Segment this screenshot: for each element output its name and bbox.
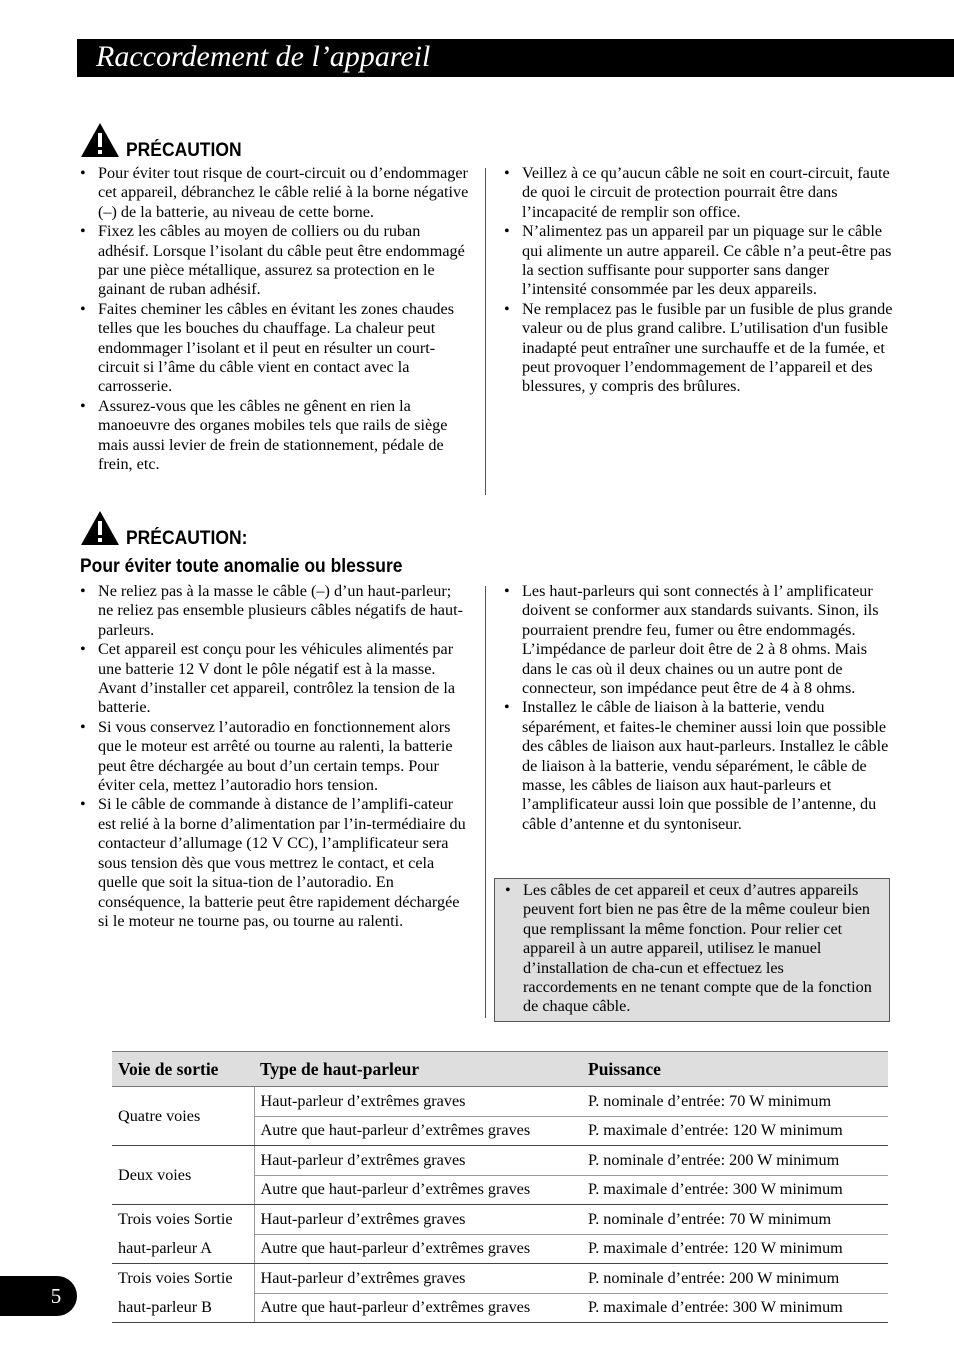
table-row [112,1293,888,1323]
list-item: • Les haut-parleurs qui sont connectés à l’ amplificateur doivent se conformer aux standards suivants. Sinon, ils pourraient prendre feu, fumer ou être endommagés. L’impédance de parleur doit être de 2 à 8 ohms. Mais dans le cas où il deux chaines ou un autre pont de connecteur, son impédance peut être de 4 à 8 ohms. [504,582,894,698]
list-item: • Ne reliez pas à la masse le câble (–) d’un haut-parleur; ne reliez pas ensemble plusieurs câbles négatifs de haut-parleurs. [80,582,470,640]
caution2-right-list [504,582,894,834]
list-item: • Pour éviter tout risque de court-circuit ou d’endommager cet appareil, débranchez le câble relié à la borne négative (–) de la batterie, au niveau de cette borne. [80,164,470,222]
list-item: • Ne remplacez pas le fusible par un fusible de plus grande valeur ou de plus grand calibre. L’utilisation d'un fusible inadapté peut entraîner une surchauffe et de la fumée, et peut provoquer l’endommagement de l’appareil et des blessures, y compris des brûlures. [504,300,894,397]
voie-cell: haut-parleur B [112,1293,254,1323]
table-row [112,1146,888,1176]
puissance-cell: P. nominale d’entrée: 200 W minimum [582,1146,888,1176]
note-text: • Les câbles de cet appareil et ceux d’autres appareils peuvent fort bien ne pas être de la même couleur bien que remplissant la même fonction. Pour relier cet appareil à un autre appareil, utilisez le manuel d’installation de cha-cun et effectuez les raccordements en ne tenant compte que de la fonction de chaque câble. [505,881,875,1017]
column-divider [485,168,486,495]
list-item: • Si le câble de commande à distance de l’amplifi-cateur est relié à la borne d’alimentation par l’in-termédiaire du contacteur d’allumage (12 V CC), l’amplificateur sera sous tension dès que vous mettrez le contact, et cela quelle que soit la situa-tion de l’autoradio. En conséquence, la batterie peut être rapidement déchargée si le moteur ne tourne pas, ou tourne au ralenti. [80,795,470,931]
warning-icon [80,510,120,546]
list-item: • Installez le câble de liaison à la batterie, vendu séparément, et faites-le cheminer aussi loin que possible des câbles de liaison aux haut-parleurs. Installez le câble de liaison à la batterie, vendu séparément, le câble de masse, les câbles de liaison aux haut-parleurs et l’amplificateur aussi loin que possible de l’antenne, du câble d’antenne et du syntoniseur. [504,698,894,834]
note-box [494,878,890,1022]
caution1-right-list [504,164,894,397]
puissance-cell: P. maximale d’entrée: 300 W minimum [582,1293,888,1323]
type-cell: Autre que haut-parleur d’extrêmes graves [254,1293,582,1323]
list-item: • Fixez les câbles au moyen de colliers ou du ruban adhésif. Lorsque l’isolant du câble peut être endommagé par une pièce métallique, assurez sa protection en le gainant de ruban adhésif. [80,222,470,300]
table-row [112,1264,888,1294]
voie-cell: haut-parleur A [112,1234,254,1264]
column-divider [485,586,486,1018]
voie-cell: Quatre voies [112,1087,254,1146]
page-title: Raccordement de l’appareil [96,40,431,73]
list-item: • Veillez à ce qu’aucun câble ne soit en court-circuit, faute de quoi le circuit de protection pourrait être dans l’incapacité de remplir son office. [504,164,894,222]
puissance-cell: P. nominale d’entrée: 200 W minimum [582,1264,888,1294]
table-row [112,1205,888,1235]
puissance-cell: P. maximale d’entrée: 120 W minimum [582,1116,888,1146]
warning-icon [80,122,120,158]
puissance-cell: P. nominale d’entrée: 70 W minimum [582,1205,888,1235]
column-header: Type de haut-parleur [254,1052,582,1087]
type-cell: Haut-parleur d’extrêmes graves [254,1205,582,1235]
type-cell: Autre que haut-parleur d’extrêmes graves [254,1234,582,1264]
puissance-cell: P. maximale d’entrée: 300 W minimum [582,1175,888,1205]
list-item: • Assurez-vous que les câbles ne gênent en rien la manoeuvre des organes mobiles tels que rails de siège mais aussi levier de frein de stationnement, pédale de frein, etc. [80,397,470,475]
puissance-cell: P. maximale d’entrée: 120 W minimum [582,1234,888,1264]
caution1-left-list [80,164,470,475]
page-number-tab [0,1276,77,1316]
caution-subheading: Pour éviter toute anomalie ou blessure [80,556,403,577]
type-cell: Haut-parleur d’extrêmes graves [254,1087,582,1117]
caution-label: PRÉCAUTION: [126,528,248,549]
type-cell: Haut-parleur d’extrêmes graves [254,1146,582,1176]
voie-cell: Trois voies Sortie [118,1269,233,1287]
page-number: 5 [50,1284,62,1308]
type-cell: Haut-parleur d’extrêmes graves [254,1264,582,1294]
column-header: Voie de sortie [112,1052,254,1087]
list-item: • Faites cheminer les câbles en évitant les zones chaudes telles que les bouches du chauffage. La chaleur peut endommager l’isolant et il peut en résulter un court-circuit si l’âme du câble vient en contact avec la carrosserie. [80,300,470,397]
table-header-row [112,1052,888,1087]
speaker-specs-table [112,1051,888,1323]
table-row [112,1234,888,1264]
caution2-left-list [80,582,470,931]
caution-label: PRÉCAUTION [126,140,242,161]
type-cell: Autre que haut-parleur d’extrêmes graves [254,1175,582,1205]
header-bar [77,39,954,77]
voie-cell: Deux voies [112,1146,254,1205]
list-item: • N’alimentez pas un appareil par un piquage sur le câble qui alimente un autre appareil. Ce câble n’a peut-être pas la section suffisante pour supporter sans danger l’intensité consommée par les deux appareils. [504,222,894,300]
list-item: • Cet appareil est conçu pour les véhicules alimentés par une batterie 12 V dont le pôle négatif est à la masse. Avant d’installer cet appareil, contrôlez la tension de la batterie. [80,640,470,718]
voie-cell: Trois voies Sortie [118,1210,233,1228]
list-item: • Si vous conservez l’autoradio en fonctionnement alors que le moteur est arrêté ou tourne au ralenti, la batterie peut être déchargée au bout d’un certain temps. Pour éviter cela, mettez l’autoradio hors tension. [80,718,470,796]
puissance-cell: P. nominale d’entrée: 70 W minimum [582,1087,888,1117]
type-cell: Autre que haut-parleur d’extrêmes graves [254,1116,582,1146]
column-header: Puissance [582,1052,888,1087]
table-row [112,1087,888,1117]
